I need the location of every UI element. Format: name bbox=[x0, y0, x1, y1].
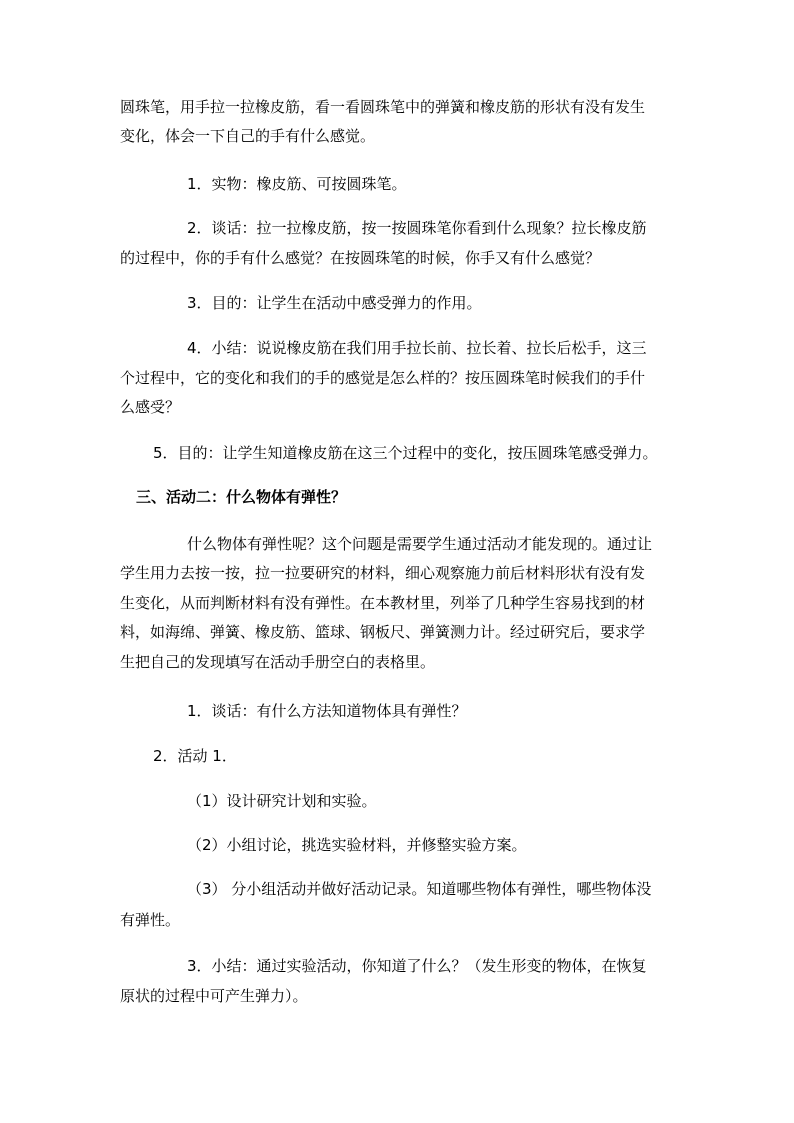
item-4-line-2: 个过程中，它的变化和我们的手的感觉是怎么样的？按压圆珠笔时候我们的手什 bbox=[120, 369, 646, 387]
paragraph-intro-line-2: 变化，体会一下自己的手有什么感觉。 bbox=[120, 127, 376, 145]
item-4-line-3: 么感受？ bbox=[120, 398, 181, 416]
step-1-talk: 1．谈话：有什么方法知道物体具有弹性？ bbox=[187, 702, 467, 720]
step-2-sub-3-line-2: 有弹性。 bbox=[120, 911, 181, 929]
paragraph-2-line-2: 学生用力去按一按，拉一拉要研究的材料，细心观察施力前后材料形状有没有发 bbox=[120, 564, 646, 582]
paragraph-2-line-3: 生变化，从而判断材料有没有弹性。在本教材里，列举了几种学生容易找到的材 bbox=[120, 594, 646, 612]
step-2-sub-3-line-1: （3） 分小组活动并做好活动记录。知道哪些物体有弹性，哪些物体没 bbox=[187, 880, 652, 898]
paragraph-intro-line-1: 圆珠笔，用手拉一拉橡皮筋，看一看圆珠笔中的弹簧和橡皮筋的形状有没有发生 bbox=[120, 98, 646, 116]
step-2-sub-2: （2）小组讨论，挑选实验材料，并修整实验方案。 bbox=[187, 836, 527, 854]
step-3-summary-line-1: 3．小结：通过实验活动，你知道了什么？（发生形变的物体，在恢复 bbox=[187, 957, 647, 975]
item-1-materials: 1．实物：橡皮筋、可按圆珠笔。 bbox=[187, 175, 407, 193]
paragraph-2-line-5: 生把自己的发现填写在活动手册空白的表格里。 bbox=[120, 653, 436, 671]
step-2-sub-1: （1）设计研究计划和实验。 bbox=[187, 792, 377, 810]
item-4-line-1: 4．小结：说说橡皮筋在我们用手拉长前、拉长着、拉长后松手，这三 bbox=[187, 339, 647, 357]
step-2-activity: 2．活动 1． bbox=[153, 747, 237, 765]
item-2-line-1: 2．谈话：拉一拉橡皮筋，按一按圆珠笔你看到什么现象？拉长橡皮筋 bbox=[187, 219, 647, 237]
paragraph-2-line-1: 什么物体有弹性呢？这个问题是需要学生通过活动才能发现的。通过让 bbox=[187, 535, 653, 553]
paragraph-2-line-4: 料，如海绵、弹簧、橡皮筋、篮球、钢板尺、弹簧测力计。经过研究后，要求学 bbox=[120, 623, 646, 641]
step-3-summary-line-2: 原状的过程中可产生弹力）。 bbox=[120, 987, 308, 1005]
item-2-line-2: 的过程中，你的手有什么感觉？在按圆珠笔的时候，你手又有什么感觉？ bbox=[120, 249, 601, 267]
item-5-purpose: 5．目的：让学生知道橡皮筋在这三个过程中的变化，按压圆珠笔感受弹力。 bbox=[153, 444, 658, 462]
item-3-purpose: 3．目的：让学生在活动中感受弹力的作用。 bbox=[187, 294, 482, 312]
section-3-heading: 三、活动二：什么物体有弹性？ bbox=[136, 488, 347, 506]
